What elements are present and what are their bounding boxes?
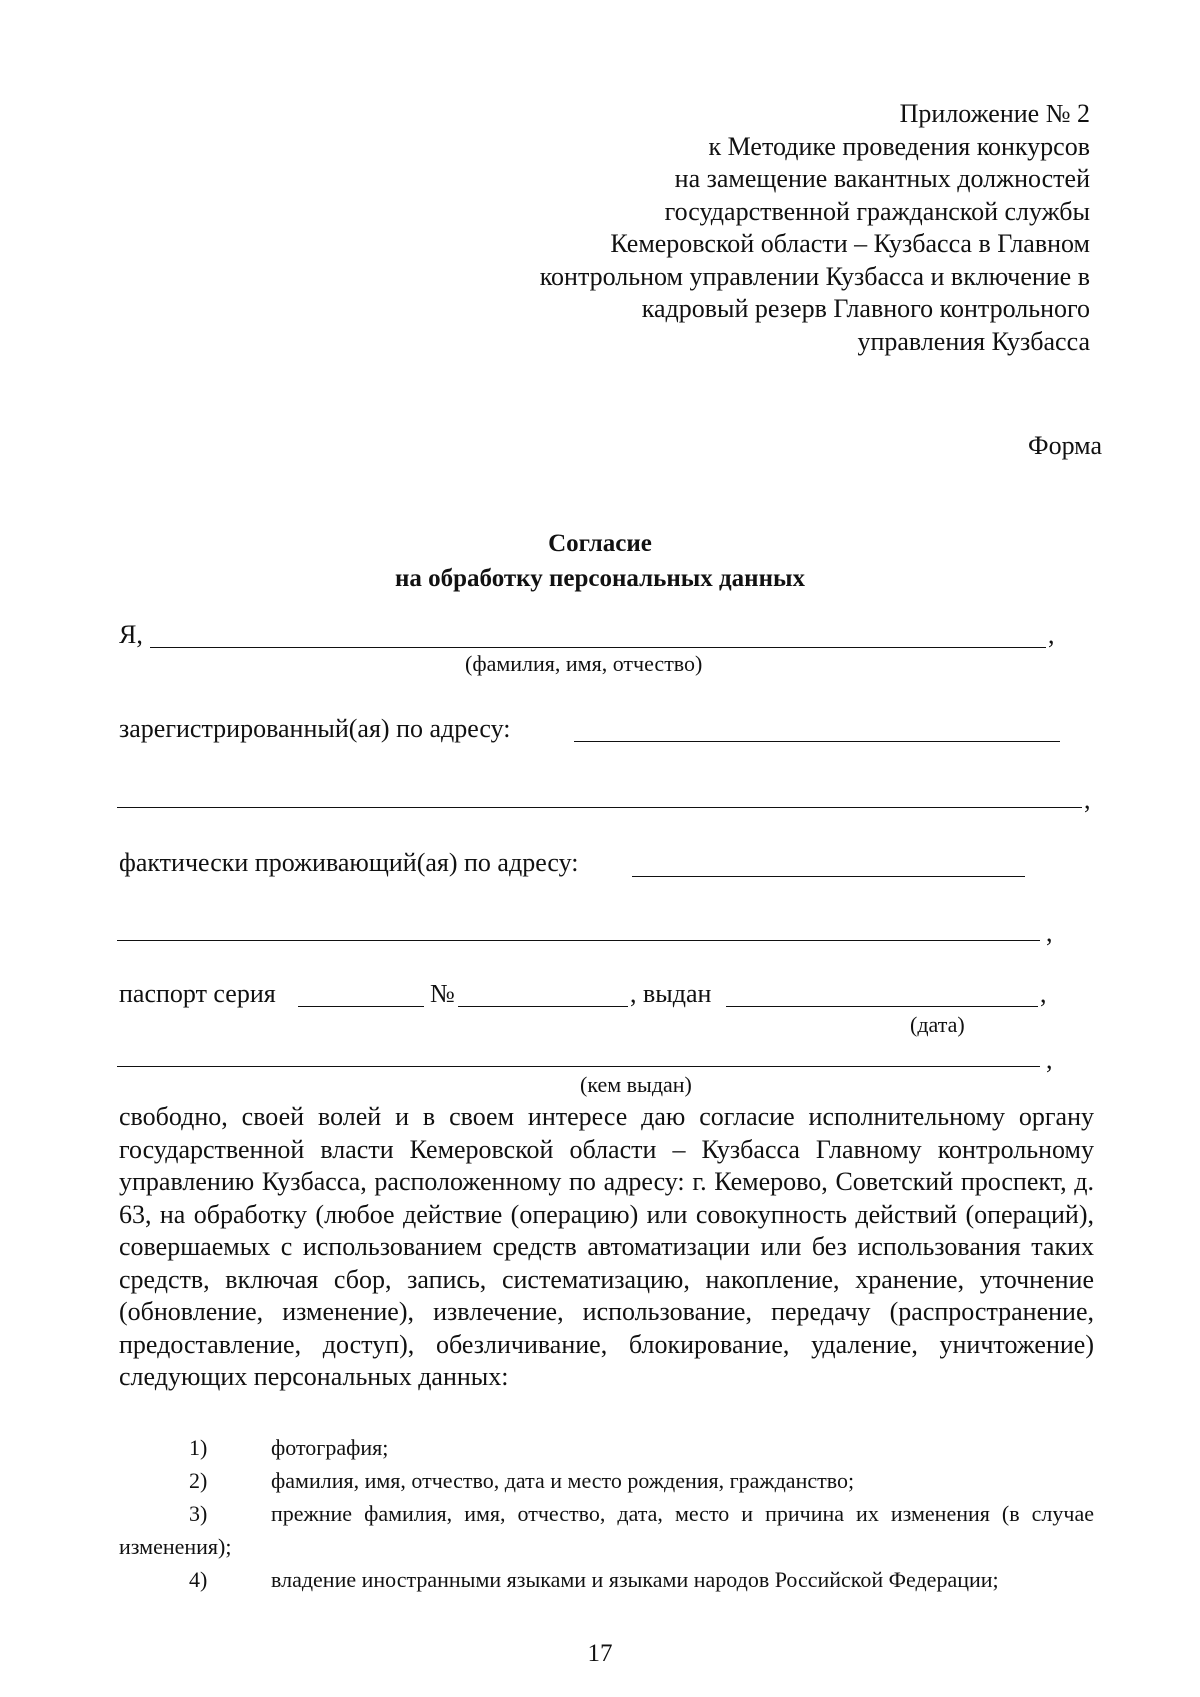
fio-comma: , — [1048, 620, 1055, 649]
personal-data-list — [119, 1431, 1094, 1596]
fio-input-line[interactable] — [150, 647, 1046, 648]
list-item-number: 4) — [189, 1567, 208, 1592]
consent-body-text: свободно, своей волей и в своем интересе даю согласие исполнительному органу государственной власти Кемеровской области – Кузбасса Главному контрольному управлению Кузбасса, расположенному по адресу: г. Кемерово, Советский проспект, д. 63, на обработку (любое действие (операцию) или совокупность действий (операций), совершаемых с использованием средств автоматизации или без использования таких средств, включая сбор, запись, систематизацию, накопление, хранение, уточнение (обновление, изменение), извлечение, использование, передачу (распространение, предоставление, доступ), обезличивание, блокирование, удаление, уничтожение) следующих персональных данных: — [119, 1102, 1094, 1391]
appendix-line: управления Кузбасса — [857, 326, 1090, 356]
list-item-number: 1) — [189, 1435, 208, 1460]
list-item — [119, 1563, 1094, 1596]
form-label: Форма — [1028, 431, 1102, 460]
registered-address-comma: , — [1084, 785, 1091, 814]
appendix-line: кадровый резерв Главного контрольного — [641, 294, 1090, 323]
list-item-text: владение иностранными языками и языками народов Российской Федерации; — [271, 1567, 999, 1592]
list-item — [119, 1464, 1094, 1497]
list-item-number: 2) — [189, 1468, 208, 1493]
list-item-text: прежние фамилия, имя, отчество, дата, место и причина их изменения (в случае изменения); — [119, 1501, 1094, 1559]
actual-address-comma: , — [1046, 918, 1053, 947]
registered-address-label: зарегистрированный(ая) по адресу: — [119, 714, 511, 743]
list-item-number: 3) — [189, 1501, 208, 1526]
page-number: 17 — [587, 1640, 613, 1667]
passport-series-label: паспорт серия — [119, 979, 276, 1008]
list-item — [119, 1431, 1094, 1464]
date-hint: (дата) — [910, 1012, 965, 1037]
appendix-line: контрольном управлении Кузбасса и включение в — [539, 261, 1090, 291]
passport-series-input-line[interactable] — [298, 1006, 424, 1007]
fio-label: Я, — [119, 620, 143, 649]
appendix-header — [450, 98, 1090, 358]
passport-issued-label: , выдан — [630, 979, 712, 1008]
appendix-line: Приложение № 2 — [899, 99, 1090, 128]
passport-date-comma: , — [1040, 979, 1047, 1008]
appendix-line: Кемеровской области – Кузбасса в Главном — [610, 229, 1090, 258]
list-item — [119, 1497, 1094, 1563]
actual-address-input-line-2[interactable] — [117, 940, 1040, 941]
fio-hint: (фамилия, имя, отчество) — [465, 651, 703, 676]
actual-address-label: фактически проживающий(ая) по адресу: — [119, 848, 579, 877]
issued-by-comma: , — [1046, 1045, 1053, 1074]
registered-address-input-line[interactable] — [574, 741, 1060, 742]
appendix-line: к Методике проведения конкурсов — [708, 131, 1090, 161]
list-item-text: фотография; — [271, 1435, 389, 1460]
actual-address-input-line[interactable] — [632, 876, 1025, 877]
passport-date-input-line[interactable] — [726, 1006, 1038, 1007]
registered-address-input-line-2[interactable] — [117, 807, 1082, 808]
appendix-line: на замещение вакантных должностей — [674, 164, 1090, 193]
document-subtitle: на обработку персональных данных — [395, 565, 805, 592]
document-title: Согласие — [548, 530, 652, 557]
passport-number-input-line[interactable] — [458, 1006, 628, 1007]
passport-number-sign: № — [430, 979, 455, 1008]
issued-by-hint: (кем выдан) — [580, 1072, 692, 1097]
issued-by-input-line[interactable] — [117, 1066, 1040, 1067]
appendix-line: государственной гражданской службы — [664, 196, 1090, 226]
list-item-text: фамилия, имя, отчество, дата и место рождения, гражданство; — [271, 1468, 855, 1493]
